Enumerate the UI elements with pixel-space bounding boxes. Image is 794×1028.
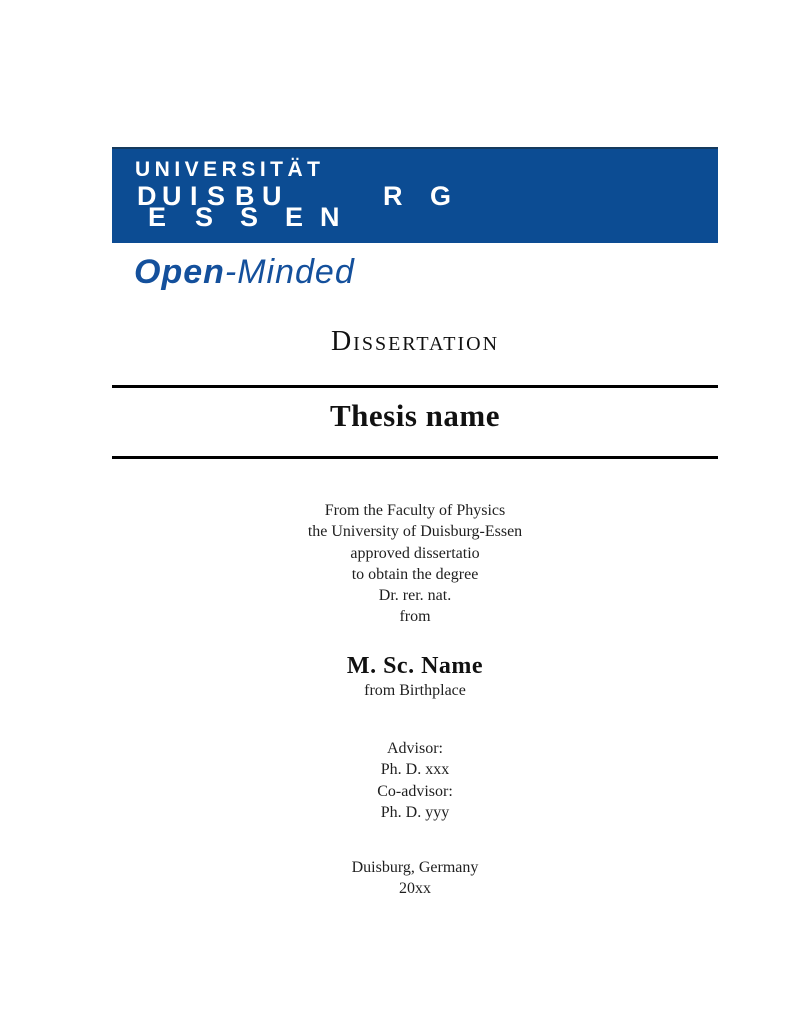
title-rule-bottom (112, 456, 718, 459)
statement-line: From the Faculty of Physics (324, 502, 506, 519)
title-content-column (112, 0, 718, 1028)
statement-line: the University of Duisburg-Essen (307, 523, 523, 541)
place-text: Duisburg, Germany (351, 859, 479, 876)
author-origin: from Birthplace (364, 682, 466, 699)
advisor-block (112, 738, 718, 823)
logo-universitaet-text: UNIVERSITÄT (135, 158, 325, 181)
thesis-title: Thesis name (330, 398, 500, 433)
place-year-block (112, 857, 718, 899)
statement-line: Dr. rer. nat. (378, 587, 452, 605)
year-text: 20xx (399, 880, 431, 897)
title-rule-top (112, 385, 718, 388)
co-advisor-label: Co-advisor: (377, 782, 453, 800)
faculty-statement (112, 500, 718, 628)
advisor-name: Ph. D. xxx (380, 761, 450, 779)
statement-line: from (399, 608, 431, 626)
advisor-label: Advisor: (387, 740, 443, 757)
author-name: M. Sc. Name (346, 653, 484, 679)
co-advisor-name: Ph. D. yyy (380, 803, 450, 821)
logo-essen-text: E S S E N (148, 202, 340, 232)
statement-line: to obtain the degree (351, 565, 479, 583)
statement-line: approved dissertatio (350, 544, 480, 562)
claim-open-text: Open (134, 253, 225, 291)
dissertation-kicker: Dissertation (330, 326, 500, 357)
claim-minded-text: -Minded (224, 253, 355, 291)
logo-duisburg-text: D U I S B U R G (137, 181, 452, 211)
